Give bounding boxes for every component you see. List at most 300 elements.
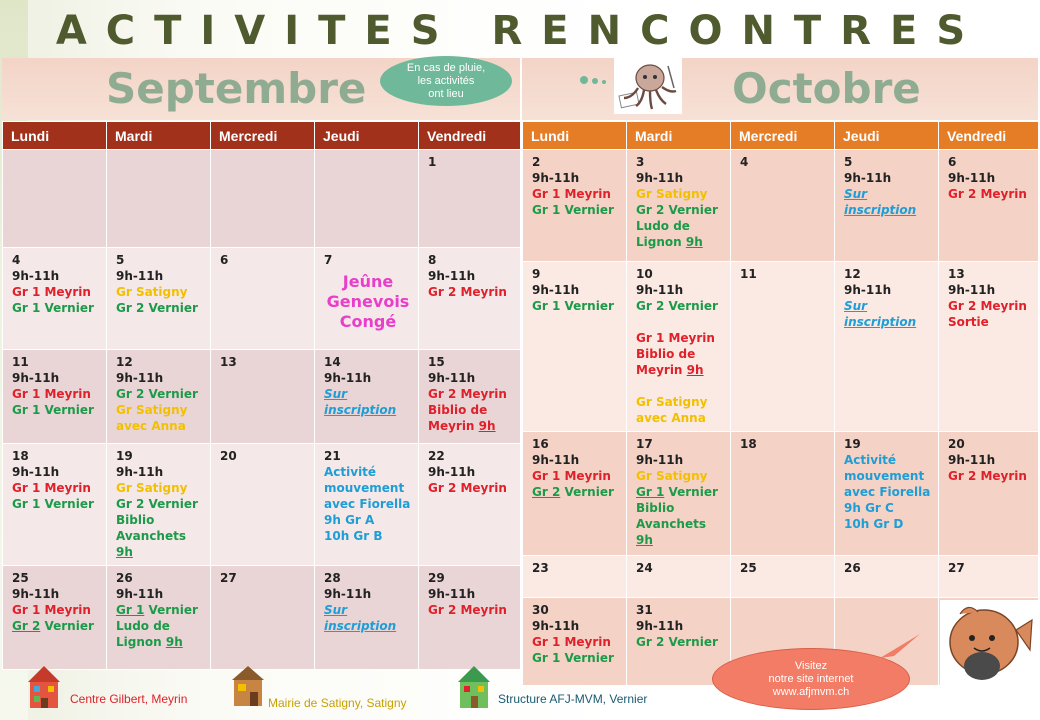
day-number: 13 bbox=[948, 267, 965, 281]
activity-text: Ludo de bbox=[116, 619, 170, 633]
activity-line bbox=[12, 480, 100, 496]
activity-line bbox=[116, 268, 204, 284]
activity-line bbox=[428, 480, 514, 496]
weekday-header: Jeudi bbox=[835, 122, 939, 150]
underlined-text: Gr 2 bbox=[12, 619, 41, 633]
weekday-header: Mardi bbox=[107, 122, 211, 150]
day-cell[interactable] bbox=[419, 248, 521, 350]
footer-location-vernier: Structure AFJ-MVM, Vernier bbox=[498, 692, 648, 706]
activity-text: Sur bbox=[324, 387, 348, 401]
day-number: 15 bbox=[428, 355, 445, 369]
empty-cell bbox=[3, 150, 107, 248]
day-cell[interactable] bbox=[3, 350, 107, 444]
activity-text: Biblio bbox=[116, 513, 155, 527]
day-number: 27 bbox=[948, 561, 965, 575]
activity-line bbox=[948, 468, 1032, 484]
activity-text: 9h-11h bbox=[636, 619, 684, 633]
registration-link[interactable] bbox=[844, 202, 932, 218]
activity-text: Gr Satigny bbox=[636, 187, 708, 201]
day-number: 20 bbox=[220, 449, 237, 463]
day-cell[interactable] bbox=[3, 444, 107, 566]
activity-text: Biblio de bbox=[428, 403, 488, 417]
day-cell[interactable] bbox=[523, 262, 627, 432]
activity-text: Gr 1 Meyrin bbox=[12, 285, 91, 299]
day-cell[interactable] bbox=[523, 432, 627, 556]
rain-note-line: les activités bbox=[417, 74, 475, 87]
activity-text: 9h-11h bbox=[636, 453, 684, 467]
house-icon bbox=[230, 664, 266, 708]
website-note-line: notre site internet bbox=[768, 672, 854, 685]
underlined-text: 9h bbox=[478, 419, 496, 433]
activity-line bbox=[636, 452, 724, 468]
activity-text: Activité bbox=[324, 465, 377, 479]
day-number: 24 bbox=[636, 561, 653, 575]
activity-line bbox=[636, 218, 724, 234]
registration-link[interactable] bbox=[844, 314, 932, 330]
activity-text: Sur bbox=[844, 299, 868, 313]
activity-line bbox=[116, 300, 204, 316]
activity-text: Avanchets bbox=[116, 529, 186, 543]
day-cell[interactable] bbox=[731, 556, 835, 598]
day-cell[interactable] bbox=[419, 566, 521, 670]
day-cell[interactable] bbox=[315, 444, 419, 566]
empty-cell bbox=[315, 150, 419, 248]
weekday-header: Jeudi bbox=[315, 122, 419, 150]
activity-text: 9h-11h bbox=[532, 619, 580, 633]
activity-line bbox=[844, 170, 932, 186]
activity-text: 9h-11h bbox=[532, 283, 580, 297]
activity-text: inscription bbox=[324, 619, 397, 633]
activity-line bbox=[324, 528, 412, 544]
activity-line bbox=[844, 468, 932, 484]
day-number: 6 bbox=[220, 253, 229, 267]
activity-line bbox=[636, 362, 724, 378]
activity-text: Gr 2 Meyrin bbox=[428, 387, 507, 401]
activity-text: 9h-11h bbox=[12, 269, 60, 283]
activity-text: Gr 2 Meyrin bbox=[428, 603, 507, 617]
activity-line bbox=[844, 516, 932, 532]
activity-line bbox=[116, 284, 204, 300]
day-number: 30 bbox=[532, 603, 549, 617]
activity-text: 9h-11h bbox=[844, 283, 892, 297]
activity-text: Gr 1 Vernier bbox=[12, 301, 94, 315]
day-cell[interactable] bbox=[315, 248, 419, 350]
day-cell[interactable] bbox=[835, 150, 939, 262]
day-number: 19 bbox=[116, 449, 133, 463]
activity-line bbox=[636, 330, 724, 346]
fish-icon bbox=[940, 600, 1038, 688]
day-number: 25 bbox=[740, 561, 757, 575]
weekday-header: Mardi bbox=[627, 122, 731, 150]
activity-line bbox=[428, 464, 514, 480]
activity-line bbox=[12, 586, 100, 602]
september-title: Septembre bbox=[106, 64, 367, 113]
activity-text: Activité bbox=[844, 453, 897, 467]
activity-text: 9h-11h bbox=[116, 465, 164, 479]
rain-note-line: En cas de pluie, bbox=[406, 61, 486, 74]
day-cell[interactable] bbox=[627, 432, 731, 556]
activity-text: Gr 2 Meyrin bbox=[428, 481, 507, 495]
footer-location-meyrin: Centre Gilbert, Meyrin bbox=[70, 692, 188, 706]
day-number: 1 bbox=[428, 155, 437, 169]
day-cell[interactable] bbox=[627, 556, 731, 598]
day-number: 20 bbox=[948, 437, 965, 451]
activity-line bbox=[428, 386, 514, 402]
week-row bbox=[523, 556, 1039, 598]
activity-line bbox=[324, 464, 412, 480]
activity-text: 9h-11h bbox=[948, 283, 996, 297]
activity-text: Gr Satigny bbox=[116, 403, 188, 417]
week-row bbox=[3, 248, 521, 350]
activity-text: Gr 1 Vernier bbox=[532, 203, 614, 217]
activity-text: 9h-11h bbox=[428, 371, 476, 385]
underlined-text: 9h bbox=[116, 545, 133, 559]
day-cell[interactable] bbox=[211, 248, 315, 350]
underlined-text: Gr 1 bbox=[636, 485, 665, 499]
spacer bbox=[636, 314, 724, 330]
spacer bbox=[636, 378, 724, 394]
activity-line bbox=[636, 170, 724, 186]
underlined-text: Gr 2 bbox=[532, 485, 561, 499]
day-number: 2 bbox=[532, 155, 541, 169]
activity-line bbox=[636, 298, 724, 314]
day-cell[interactable] bbox=[315, 350, 419, 444]
activity-line bbox=[844, 500, 932, 516]
activity-text: Sur bbox=[844, 187, 868, 201]
weekday-header: Mercredi bbox=[211, 122, 315, 150]
activity-line bbox=[428, 268, 514, 284]
activity-line bbox=[636, 532, 724, 548]
day-cell[interactable] bbox=[315, 566, 419, 670]
activity-text: Sortie bbox=[948, 315, 989, 329]
activity-line bbox=[116, 528, 204, 544]
activity-text: Ludo de bbox=[636, 219, 690, 233]
week-row bbox=[523, 432, 1039, 556]
activity-line bbox=[532, 484, 620, 500]
activity-line bbox=[116, 418, 204, 434]
day-number: 26 bbox=[116, 571, 133, 585]
activity-line bbox=[532, 202, 620, 218]
activity-text: Biblio bbox=[636, 501, 675, 515]
activity-line bbox=[12, 370, 100, 386]
day-number: 22 bbox=[428, 449, 445, 463]
day-cell[interactable] bbox=[939, 432, 1039, 556]
activity-text: Gr 2 Vernier bbox=[116, 387, 198, 401]
activity-text: 10h Gr D bbox=[844, 517, 904, 531]
activity-line bbox=[636, 468, 724, 484]
day-number: 31 bbox=[636, 603, 653, 617]
day-cell[interactable] bbox=[939, 262, 1039, 432]
activity-text: Gr Satigny bbox=[116, 481, 188, 495]
day-number: 16 bbox=[532, 437, 549, 451]
activity-line bbox=[428, 284, 514, 300]
activity-line bbox=[324, 370, 412, 386]
activity-line bbox=[532, 634, 620, 650]
activity-line bbox=[12, 284, 100, 300]
activity-line bbox=[844, 452, 932, 468]
activity-text: Gr Satigny bbox=[636, 469, 708, 483]
day-number: 3 bbox=[636, 155, 645, 169]
activity-line bbox=[948, 314, 1032, 330]
activity-line bbox=[636, 346, 724, 362]
activity-text: 9h-11h bbox=[532, 171, 580, 185]
activity-text: Gr 2 Meyrin bbox=[948, 187, 1027, 201]
activity-line bbox=[116, 370, 204, 386]
activity-line bbox=[532, 298, 620, 314]
day-cell[interactable] bbox=[731, 150, 835, 262]
activity-text: 9h-11h bbox=[948, 453, 996, 467]
day-cell[interactable] bbox=[523, 598, 627, 686]
activity-line bbox=[532, 282, 620, 298]
registration-link[interactable] bbox=[324, 402, 412, 418]
activity-line bbox=[532, 170, 620, 186]
activity-line bbox=[948, 452, 1032, 468]
activity-text: Vernier bbox=[664, 485, 718, 499]
activity-line bbox=[636, 500, 724, 516]
activity-line bbox=[116, 386, 204, 402]
day-number: 4 bbox=[740, 155, 749, 169]
activity-text: inscription bbox=[844, 203, 917, 217]
day-cell[interactable] bbox=[419, 150, 521, 248]
activity-text: Gr 2 Meyrin bbox=[948, 469, 1027, 483]
day-cell[interactable] bbox=[731, 262, 835, 432]
week-row bbox=[3, 150, 521, 248]
day-cell[interactable] bbox=[835, 432, 939, 556]
activity-text: Lignon bbox=[636, 235, 686, 249]
day-number: 7 bbox=[324, 253, 333, 267]
day-cell[interactable] bbox=[627, 262, 731, 432]
activity-line bbox=[324, 512, 412, 528]
weekday-header: Vendredi bbox=[419, 122, 521, 150]
activity-text: Gr 1 Vernier bbox=[532, 651, 614, 665]
weekday-header: Vendredi bbox=[939, 122, 1039, 150]
registration-link[interactable] bbox=[324, 618, 412, 634]
day-number: 29 bbox=[428, 571, 445, 585]
activity-text: Gr 1 Meyrin bbox=[12, 387, 91, 401]
activity-text: Sur bbox=[324, 603, 348, 617]
activity-text: Vernier bbox=[560, 485, 614, 499]
day-number: 14 bbox=[324, 355, 341, 369]
activity-line bbox=[116, 618, 204, 634]
activity-text: Gr Satigny bbox=[116, 285, 188, 299]
weekday-header: Lundi bbox=[3, 122, 107, 150]
activity-line bbox=[948, 170, 1032, 186]
day-number: 8 bbox=[428, 253, 437, 267]
activity-text: Gr 1 Meyrin bbox=[12, 603, 91, 617]
week-row bbox=[3, 566, 521, 670]
rain-note-cloud bbox=[380, 56, 512, 106]
empty-cell bbox=[211, 150, 315, 248]
day-cell[interactable] bbox=[107, 444, 211, 566]
day-cell[interactable] bbox=[211, 350, 315, 444]
day-number: 9 bbox=[532, 267, 541, 281]
registration-link[interactable] bbox=[844, 298, 932, 314]
activity-text: Gr Satigny bbox=[636, 395, 708, 409]
cloud-dot bbox=[602, 80, 606, 84]
day-cell[interactable] bbox=[3, 248, 107, 350]
day-cell[interactable] bbox=[3, 566, 107, 670]
activity-line bbox=[12, 402, 100, 418]
activity-line bbox=[636, 618, 724, 634]
activity-text: 9h-11h bbox=[12, 371, 60, 385]
day-cell[interactable] bbox=[419, 444, 521, 566]
activity-text: Gr 2 Vernier bbox=[636, 635, 718, 649]
weekday-header: Lundi bbox=[523, 122, 627, 150]
activity-text: Gr 1 Meyrin bbox=[636, 331, 715, 345]
activity-line bbox=[12, 300, 100, 316]
day-cell[interactable] bbox=[627, 150, 731, 262]
day-cell[interactable] bbox=[835, 556, 939, 598]
activity-text: 9h-11h bbox=[428, 465, 476, 479]
activity-line bbox=[532, 618, 620, 634]
website-note-line: Visitez bbox=[794, 659, 828, 672]
activity-line bbox=[636, 394, 724, 410]
activity-line bbox=[636, 410, 724, 426]
activity-text: Gr 2 Vernier bbox=[116, 301, 198, 315]
holiday-word: Genevois bbox=[326, 292, 410, 311]
day-cell[interactable] bbox=[523, 150, 627, 262]
holiday-label bbox=[324, 272, 412, 332]
activity-line bbox=[428, 370, 514, 386]
underlined-text: Gr 1 bbox=[116, 603, 145, 617]
day-cell[interactable] bbox=[939, 556, 1039, 598]
day-cell[interactable] bbox=[523, 556, 627, 598]
activity-line bbox=[636, 234, 724, 250]
activity-text: 10h Gr B bbox=[324, 529, 383, 543]
activity-text: Meyrin bbox=[636, 363, 687, 377]
activity-text: avec Fiorella bbox=[844, 485, 931, 499]
activity-text: 9h-11h bbox=[428, 587, 476, 601]
day-cell[interactable] bbox=[107, 350, 211, 444]
activity-text: 9h Gr A bbox=[324, 513, 375, 527]
underlined-text: 9h bbox=[686, 363, 704, 377]
activity-line bbox=[428, 418, 514, 434]
activity-line bbox=[636, 634, 724, 650]
activity-text: inscription bbox=[324, 403, 397, 417]
activity-line bbox=[116, 586, 204, 602]
activity-line bbox=[116, 464, 204, 480]
day-number: 6 bbox=[948, 155, 957, 169]
activity-line bbox=[12, 602, 100, 618]
activity-line bbox=[116, 544, 204, 560]
activity-line bbox=[12, 496, 100, 512]
activity-line bbox=[116, 602, 204, 618]
underlined-text: 9h bbox=[636, 533, 653, 547]
activity-line bbox=[636, 516, 724, 532]
activity-text: Gr 2 Vernier bbox=[116, 497, 198, 511]
activity-text: Gr 1 Vernier bbox=[532, 299, 614, 313]
activity-line bbox=[948, 298, 1032, 314]
activity-line bbox=[116, 480, 204, 496]
activity-text: Lignon bbox=[116, 635, 166, 649]
activity-text: Gr 1 Meyrin bbox=[532, 635, 611, 649]
cloud-dot bbox=[592, 78, 598, 84]
house-icon bbox=[456, 664, 492, 710]
activity-text: 9h-11h bbox=[12, 465, 60, 479]
day-number: 26 bbox=[844, 561, 861, 575]
website-link[interactable]: www.afjmvm.ch bbox=[772, 685, 850, 698]
day-number: 23 bbox=[532, 561, 549, 575]
activity-line bbox=[116, 496, 204, 512]
activity-line bbox=[532, 650, 620, 666]
registration-link[interactable] bbox=[324, 602, 412, 618]
october-title: Octobre bbox=[732, 64, 921, 113]
activity-line bbox=[324, 586, 412, 602]
day-number: 10 bbox=[636, 267, 653, 281]
activity-text: 9h-11h bbox=[116, 371, 164, 385]
day-cell[interactable] bbox=[939, 150, 1039, 262]
activity-text: Gr 1 Vernier bbox=[12, 403, 94, 417]
rain-note-line: ont lieu bbox=[428, 87, 464, 100]
day-cell[interactable] bbox=[835, 262, 939, 432]
activity-line bbox=[948, 282, 1032, 298]
day-cell[interactable] bbox=[211, 566, 315, 670]
activity-text: Biblio de bbox=[636, 347, 696, 361]
day-number: 17 bbox=[636, 437, 653, 451]
activity-line bbox=[12, 268, 100, 284]
day-cell[interactable] bbox=[107, 248, 211, 350]
day-number: 18 bbox=[740, 437, 757, 451]
holiday-word: Congé bbox=[339, 312, 397, 331]
september-calendar bbox=[2, 121, 521, 670]
weekday-header: Mercredi bbox=[731, 122, 835, 150]
activity-line bbox=[324, 480, 412, 496]
day-cell[interactable] bbox=[107, 566, 211, 670]
day-cell[interactable] bbox=[211, 444, 315, 566]
activity-text: avec Fiorella bbox=[324, 497, 411, 511]
day-cell[interactable] bbox=[731, 432, 835, 556]
activity-line bbox=[324, 496, 412, 512]
activity-line bbox=[844, 282, 932, 298]
activity-text: 9h-11h bbox=[948, 171, 996, 185]
activity-text: 9h Gr C bbox=[844, 501, 894, 515]
day-number: 25 bbox=[12, 571, 29, 585]
activity-text: 9h-11h bbox=[844, 171, 892, 185]
activity-text: 9h-11h bbox=[116, 587, 164, 601]
footer-location-satigny: Mairie de Satigny, Satigny bbox=[268, 696, 407, 710]
day-cell[interactable] bbox=[419, 350, 521, 444]
registration-link[interactable] bbox=[324, 386, 412, 402]
activity-text: Meyrin bbox=[428, 419, 479, 433]
day-number: 12 bbox=[844, 267, 861, 281]
day-number: 28 bbox=[324, 571, 341, 585]
activity-text: Avanchets bbox=[636, 517, 706, 531]
day-number: 18 bbox=[12, 449, 29, 463]
activity-line bbox=[428, 602, 514, 618]
activity-text: Gr 1 Meyrin bbox=[532, 187, 611, 201]
activity-text: avec Anna bbox=[636, 411, 706, 425]
day-number: 13 bbox=[220, 355, 237, 369]
day-number: 5 bbox=[844, 155, 853, 169]
activity-line bbox=[12, 618, 100, 634]
house-icon bbox=[26, 664, 62, 710]
underlined-text: 9h bbox=[165, 635, 183, 649]
empty-cell bbox=[107, 150, 211, 248]
activity-text: 9h-11h bbox=[636, 283, 684, 297]
bubble-tail bbox=[880, 632, 922, 660]
activity-text: avec Anna bbox=[116, 419, 186, 433]
day-number: 11 bbox=[740, 267, 757, 281]
activity-text: 9h-11h bbox=[636, 171, 684, 185]
activity-text: 9h-11h bbox=[532, 453, 580, 467]
activity-text: 9h-11h bbox=[116, 269, 164, 283]
activity-line bbox=[12, 464, 100, 480]
activity-text: 9h-11h bbox=[428, 269, 476, 283]
day-number: 19 bbox=[844, 437, 861, 451]
registration-link[interactable] bbox=[844, 186, 932, 202]
day-number: 27 bbox=[220, 571, 237, 585]
activity-text: mouvement bbox=[324, 481, 405, 495]
